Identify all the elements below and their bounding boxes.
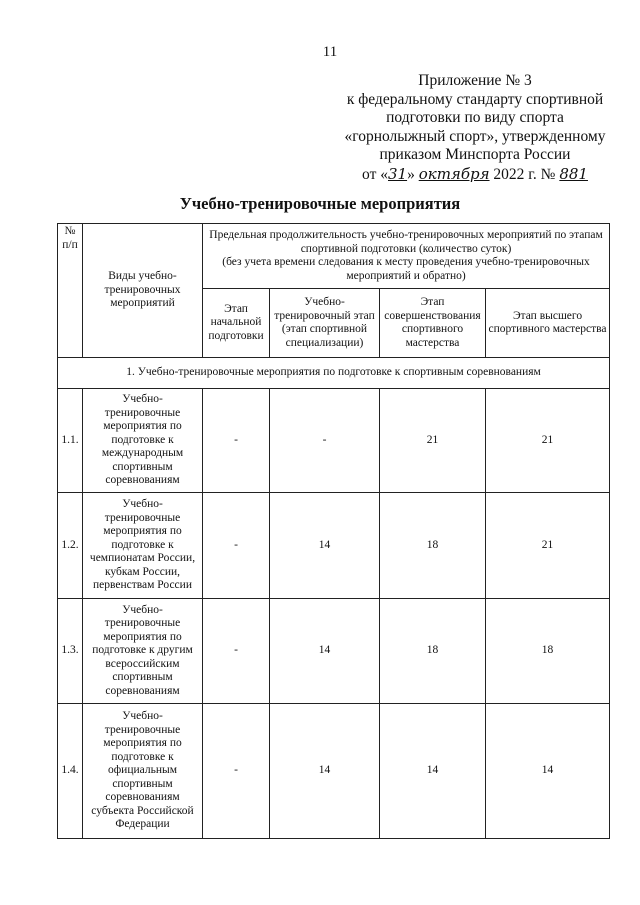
stage-header-2: Учебно-тренировочный этап (этап спортивной специализации) (270, 289, 380, 358)
header-row-1 (58, 224, 610, 289)
row-value-stage-1: - (203, 389, 270, 493)
training-events-table (57, 223, 610, 839)
stage-header-1: Этап начальной подготовки (203, 289, 270, 358)
col-num-header: № п/п (58, 224, 83, 358)
appendix-line-2: к федеральному стандарту спортивной (346, 90, 604, 108)
appendix-line-5: приказом Минспорта России (379, 146, 571, 163)
row-value-stage-4: 14 (486, 704, 610, 839)
row-value-stage-3: 14 (380, 704, 486, 839)
row-value-stage-2: - (270, 389, 380, 493)
row-value-stage-2: 14 (270, 704, 380, 839)
order-number: 881 (559, 164, 588, 183)
col-type-header: Виды учебно-тренировочных мероприятий (83, 224, 203, 358)
row-number: 1.3. (58, 599, 83, 704)
section-title: 1. Учебно-тренировочные мероприятия по подготовке к спортивным соревнованиям (58, 358, 610, 389)
appendix-line-1: Приложение № 3 (418, 72, 532, 89)
row-value-stage-1: - (203, 704, 270, 839)
row-value-stage-2: 14 (270, 599, 380, 704)
row-number: 1.2. (58, 493, 83, 599)
row-value-stage-3: 18 (380, 493, 486, 599)
row-name: Учебно-тренировочные мероприятия по подготовке к международным спортивным соревнованиям (83, 389, 203, 493)
row-number: 1.1. (58, 389, 83, 493)
date-month: октября (418, 164, 490, 183)
row-number: 1.4. (58, 704, 83, 839)
document-title: Учебно-тренировочные мероприятия (179, 194, 461, 213)
row-value-stage-2: 14 (270, 493, 380, 599)
appendix-date-line (330, 165, 620, 185)
row-name: Учебно-тренировочные мероприятия по подготовке к другим всероссийским спортивным соревнованиям (83, 599, 203, 704)
row-value-stage-1: - (203, 493, 270, 599)
date-prefix: от « (362, 165, 388, 183)
page-number: 11 (322, 44, 338, 60)
row-name: Учебно-тренировочные мероприятия по подготовке к чемпионатам России, кубкам России, первенствам России (83, 493, 203, 599)
stage-header-4: Этап высшего спортивного мастерства (486, 289, 610, 358)
table-row (58, 389, 610, 493)
row-value-stage-3: 21 (380, 389, 486, 493)
duration-header-line1: Предельная продолжительность учебно-тренировочных мероприятий по этапам спортивной подготовки (количество суток) (209, 229, 603, 255)
table-row (58, 704, 610, 839)
stage-header-3: Этап совершенствования спортивного мастерства (380, 289, 486, 358)
date-day: 31 (387, 164, 408, 183)
table-row (58, 493, 610, 599)
appendix-block (330, 72, 620, 184)
appendix-line-3: подготовки по виду спорта (386, 109, 564, 126)
row-value-stage-1: - (203, 599, 270, 704)
row-value-stage-4: 21 (486, 493, 610, 599)
date-mid: » (407, 165, 415, 183)
table-row (58, 599, 610, 704)
row-value-stage-3: 18 (380, 599, 486, 704)
duration-header-line2: (без учета времени следования к месту проведения учебно-тренировочных мероприятий и обратно) (222, 256, 590, 282)
appendix-line-4: «горнолыжный спорт», утвержденному (344, 127, 606, 145)
date-year: 2022 г. № (493, 165, 556, 183)
duration-header (203, 224, 610, 289)
section-row (58, 358, 610, 389)
row-value-stage-4: 21 (486, 389, 610, 493)
row-value-stage-4: 18 (486, 599, 610, 704)
row-name: Учебно-тренировочные мероприятия по подготовке к официальным спортивным соревнованиям субъекта Российской Федерации (83, 704, 203, 839)
